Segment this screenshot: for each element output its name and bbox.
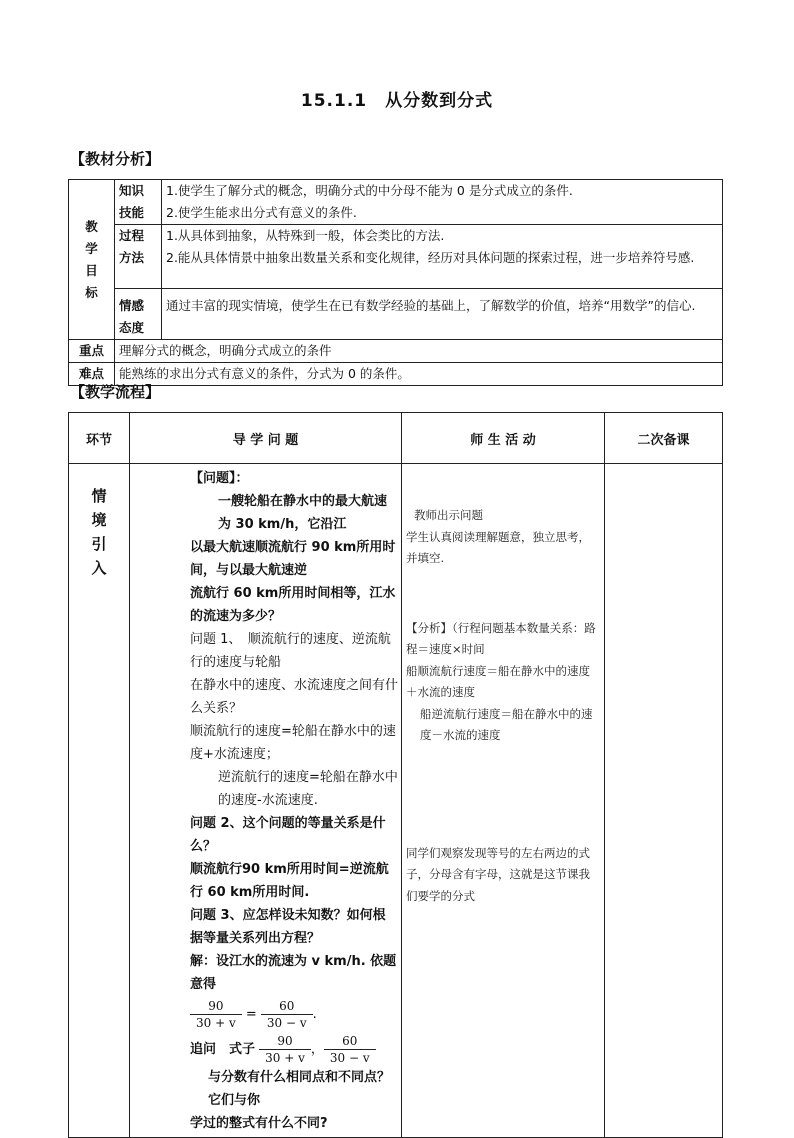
goal-content: 1.使学生了解分式的概念，明确分式的中分母不能为 0 是分式成立的条件. 2.使学生能求出分式有意义的条件. bbox=[162, 180, 723, 225]
header-questions: 导 学 问 题 bbox=[130, 413, 402, 464]
header-second-prep: 二次备课 bbox=[605, 413, 723, 464]
page-title: 15.1.1 从分数到分式 bbox=[300, 91, 494, 111]
second-prep-cell bbox=[605, 464, 723, 1138]
section-heading-analysis: 【教材分析】 bbox=[70, 150, 161, 168]
guided-questions: 【问题】： 一艘轮船在静水中的最大航速为 30 km/h，它沿江 以最大航速顺流航行 90 km所用时间，与以最大航速逆 流航行 60 km所用时间相等，江水的流速为多少？ 问题 1、 顺流航行的速度、逆流航行的速度与轮船 在静水中的速度、水流速度之间有什么关系？ 顺流航行的速度=轮船在静水中的速度+水流速度； 逆流航行的速度=轮船在静水中的速度-水流速度. 问题 2、这个问题的等量关系是什么？ 顺流航行90 km所用时间=逆流航行 60 km所用时间. 问题 3、应怎样设未知数？如何根据等量关系列出方程？ 解：设江水的流速为 v km/h. 依题意得 $\frac{90}{30 + v}$ = $\frac{60}{30 - v}$ . 追问 式子 $\frac{90}{30 + v}$ ， $\frac{60}{30 - v}$ 与分数有什么相同点和不同点？它们与你 学过的整式有什么不同? bbox=[130, 464, 402, 1138]
teacher-student-activities: 教师出示问题 学生认真阅读理解题意，独立思考，并填空. 【分析】（行程问题基本数量关系：路程＝速度×时间 船顺流航行速度＝船在静水中的速度＋水流的速度 船逆流航行速度＝船在静水中的速度－水流的速度 同学们观察发现等号的左右两边的式子，分母含有字母，这就是这节课我们要学的分式 bbox=[402, 464, 605, 1138]
flow-table bbox=[68, 412, 723, 1138]
goal-category: 知识 技能 bbox=[115, 180, 162, 225]
goal-category: 过程 方法 bbox=[115, 225, 162, 289]
header-activities: 师 生 活 动 bbox=[402, 413, 605, 464]
stage-label: 情 境 引 入 bbox=[69, 464, 130, 1138]
analysis-table bbox=[68, 179, 723, 386]
difficulty-label: 难点 bbox=[69, 363, 115, 386]
difficulty-text: 能熟练的求出分式有意义的条件，分式为 0 的条件。 bbox=[115, 363, 723, 386]
key-point-label: 重点 bbox=[69, 340, 115, 363]
goal-content: 1.从具体到抽象，从特殊到一般，体会类比的方法. 2.能从具体情景中抽象出数量关系和变化规律，经历对具体问题的探索过程，进一步培养符号感. bbox=[162, 225, 723, 289]
key-point-text: 理解分式的概念，明确分式成立的条件 bbox=[115, 340, 723, 363]
goals-label: 教 学 目 标 bbox=[69, 180, 115, 340]
goal-content: 通过丰富的现实情境，使学生在已有数学经验的基础上，了解数学的价值，培养“用数学”的信心. bbox=[162, 289, 723, 340]
followup-question: 追问 式子 $\frac{90}{30 + v}$ ， $\frac{60}{30 - v}$ bbox=[190, 1033, 398, 1066]
equation: $\frac{90}{30 + v}$ = $\frac{60}{30 - v}$ . bbox=[190, 998, 398, 1031]
header-stage: 环节 bbox=[69, 413, 130, 464]
section-heading-flow: 【教学流程】 bbox=[70, 383, 161, 401]
goal-category: 情感 态度 bbox=[115, 289, 162, 340]
